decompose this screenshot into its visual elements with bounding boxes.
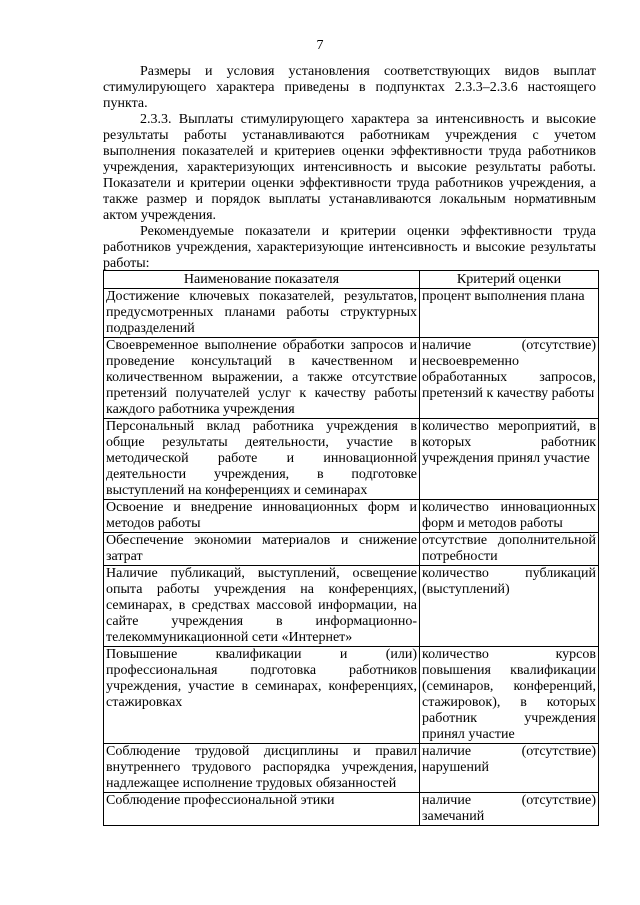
header-indicator-name: Наименование показателя xyxy=(104,271,420,289)
indicator-cell: Персональный вклад работника учреждения в общие результаты деятельности, участие в методической работе и инновационной деятельности учреждения, в подготовке выступлений на конференциях и семинарах xyxy=(104,419,420,500)
criterion-cell: наличие (отсутствие) нарушений xyxy=(420,744,599,793)
table-row xyxy=(104,793,599,826)
paragraph-recommended-indicators: Рекомендуемые показатели и критерии оценки эффективности труда работников учреждения, характеризующие интенсивность и высокие результаты работы: xyxy=(103,224,596,271)
indicators-table-wrap xyxy=(103,270,598,826)
criterion-cell: процент выполнения плана xyxy=(420,289,599,338)
indicator-cell: Достижение ключевых показателей, результатов, предусмотренных планами работы структурных подразделений xyxy=(104,289,420,338)
criterion-cell: отсутствие дополнительной потребности xyxy=(420,533,599,566)
table-row xyxy=(104,338,599,419)
indicator-cell: Своевременное выполнение обработки запросов и проведение консультаций в качественном и количественном выражении, а также отсутствие претензий получателей услуг к качеству работы каждого работника учреждения xyxy=(104,338,420,419)
paragraph-payments-intro: Размеры и условия установления соответствующих видов выплат стимулирующего характера приведены в подпунктах 2.3.3–2.3.6 настоящего пункта. xyxy=(103,64,596,111)
indicator-cell: Соблюдение профессиональной этики xyxy=(104,793,420,826)
page-number: 7 xyxy=(316,38,324,53)
indicator-cell: Обеспечение экономии материалов и снижение затрат xyxy=(104,533,420,566)
table-row xyxy=(104,647,599,744)
table-row xyxy=(104,566,599,647)
criterion-cell: количество мероприятий, в которых работник учреждения принял участие xyxy=(420,419,599,500)
header-criterion: Критерий оценки xyxy=(420,271,599,289)
table-row xyxy=(104,533,599,566)
paragraph-intensity-payments: 2.3.3. Выплаты стимулирующего характера за интенсивность и высокие результаты работы устанавливаются работникам учреждения с учетом выполнения показателей и критериев оценки эффективности труда работников учреждения, характеризующих интенсивность и высокие результаты работы. Показатели и критерии оценки эффективности труда работников учреждения, а также размер и порядок выплаты устанавливаются локальным нормативным актом учреждения. xyxy=(103,112,596,223)
table-row xyxy=(104,419,599,500)
indicator-cell: Освоение и внедрение инновационных форм и методов работы xyxy=(104,500,420,533)
table-row xyxy=(104,500,599,533)
body-text xyxy=(103,64,596,272)
criterion-cell: количество курсов повышения квалификации (семинаров, конференций, стажировок), в которых работник учреждения принял участие xyxy=(420,647,599,744)
table-header-row xyxy=(104,271,599,289)
indicator-cell: Соблюдение трудовой дисциплины и правил внутреннего трудового распорядка учреждения, надлежащее исполнение трудовых обязанностей xyxy=(104,744,420,793)
indicators-table xyxy=(103,270,599,826)
table-row xyxy=(104,289,599,338)
indicator-cell: Наличие публикаций, выступлений, освещение опыта работы учреждения на конференциях, семинарах, в средствах массовой информации, на сайте учреждения в информационно-телекоммуникационной сети «Интернет» xyxy=(104,566,420,647)
table-row xyxy=(104,744,599,793)
indicator-cell: Повышение квалификации и (или) профессиональная подготовка работников учреждения, участие в семинарах, конференциях, стажировках xyxy=(104,647,420,744)
criterion-cell: количество публикаций (выступлений) xyxy=(420,566,599,647)
criterion-cell: наличие (отсутствие) несвоевременно обработанных запросов, претензий к качеству работы xyxy=(420,338,599,419)
criterion-cell: наличие (отсутствие) замечаний xyxy=(420,793,599,826)
criterion-cell: количество инновационных форм и методов работы xyxy=(420,500,599,533)
